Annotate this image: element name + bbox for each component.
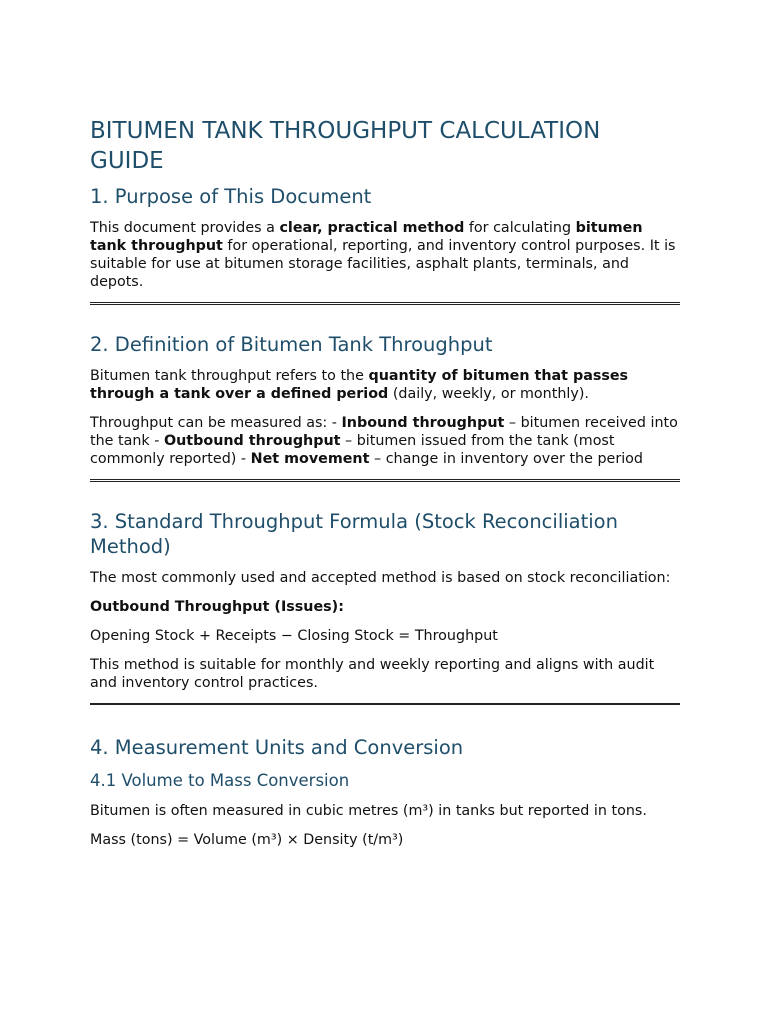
section-definition: [90, 332, 680, 468]
bold-text: Outbound throughput: [163, 433, 341, 449]
text-run: Throughput can be measured as: -: [90, 415, 342, 431]
paragraph: Bitumen is often measured in cubic metres (m³) in tanks but reported in tons.: [90, 803, 647, 819]
bold-text: clear, practical method: [279, 220, 465, 236]
text-run: (daily, weekly, or monthly).: [388, 386, 589, 402]
section-heading: 2. Definition of Bitumen Tank Throughput: [90, 333, 493, 356]
text-run: for operational, reporting, and inventory control purposes. It is suitable for use at bitumen storage facilities, asphalt plants, terminals, and depots.: [90, 238, 676, 290]
bold-text: Inbound throughput: [341, 415, 505, 431]
paragraph: [90, 367, 680, 403]
section-purpose: [90, 184, 680, 291]
text-run: Bitumen tank throughput refers to the: [90, 368, 369, 384]
paragraph: [90, 598, 680, 616]
formula-line: Mass (tons) = Volume (m³) × Density (t/m³): [90, 832, 404, 848]
text-run: This document provides a: [90, 220, 280, 236]
paragraph: [90, 414, 680, 468]
paragraph: This method is suitable for monthly and weekly reporting and aligns with audit and inventory control practices.: [90, 657, 655, 691]
document-page: [90, 116, 680, 860]
text-run: – change in inventory over the period: [369, 451, 643, 467]
bold-text: quantity of bitumen that passes through a tank over a defined period: [90, 368, 629, 402]
text-run: – bitumen received into the tank -: [90, 415, 678, 449]
section-heading: 1. Purpose of This Document: [90, 185, 372, 208]
section-heading: 3. Standard Throughput Formula (Stock Reconciliation Method): [90, 510, 618, 558]
document-title: BITUMEN TANK THROUGHPUT CALCULATION GUIDE: [90, 118, 601, 174]
bold-text: Outbound Throughput (Issues):: [90, 599, 344, 615]
subsection-heading: 4.1 Volume to Mass Conversion: [90, 771, 350, 790]
section-units: [90, 735, 680, 849]
bold-text: Net movement: [250, 451, 370, 467]
text-run: for calculating: [464, 220, 576, 236]
section-divider: [90, 479, 680, 482]
section-formula: [90, 509, 680, 692]
text-run: – bitumen issued from the tank (most commonly reported) -: [90, 433, 615, 467]
paragraph: The most commonly used and accepted method is based on stock reconciliation:: [90, 570, 671, 586]
paragraph: [90, 219, 680, 291]
section-heading: 4. Measurement Units and Conversion: [90, 736, 464, 759]
formula-line: Opening Stock + Receipts − Closing Stock = Throughput: [90, 628, 498, 644]
section-divider: [90, 703, 680, 705]
bold-text: bitumen tank throughput: [90, 220, 643, 254]
section-divider: [90, 302, 680, 305]
